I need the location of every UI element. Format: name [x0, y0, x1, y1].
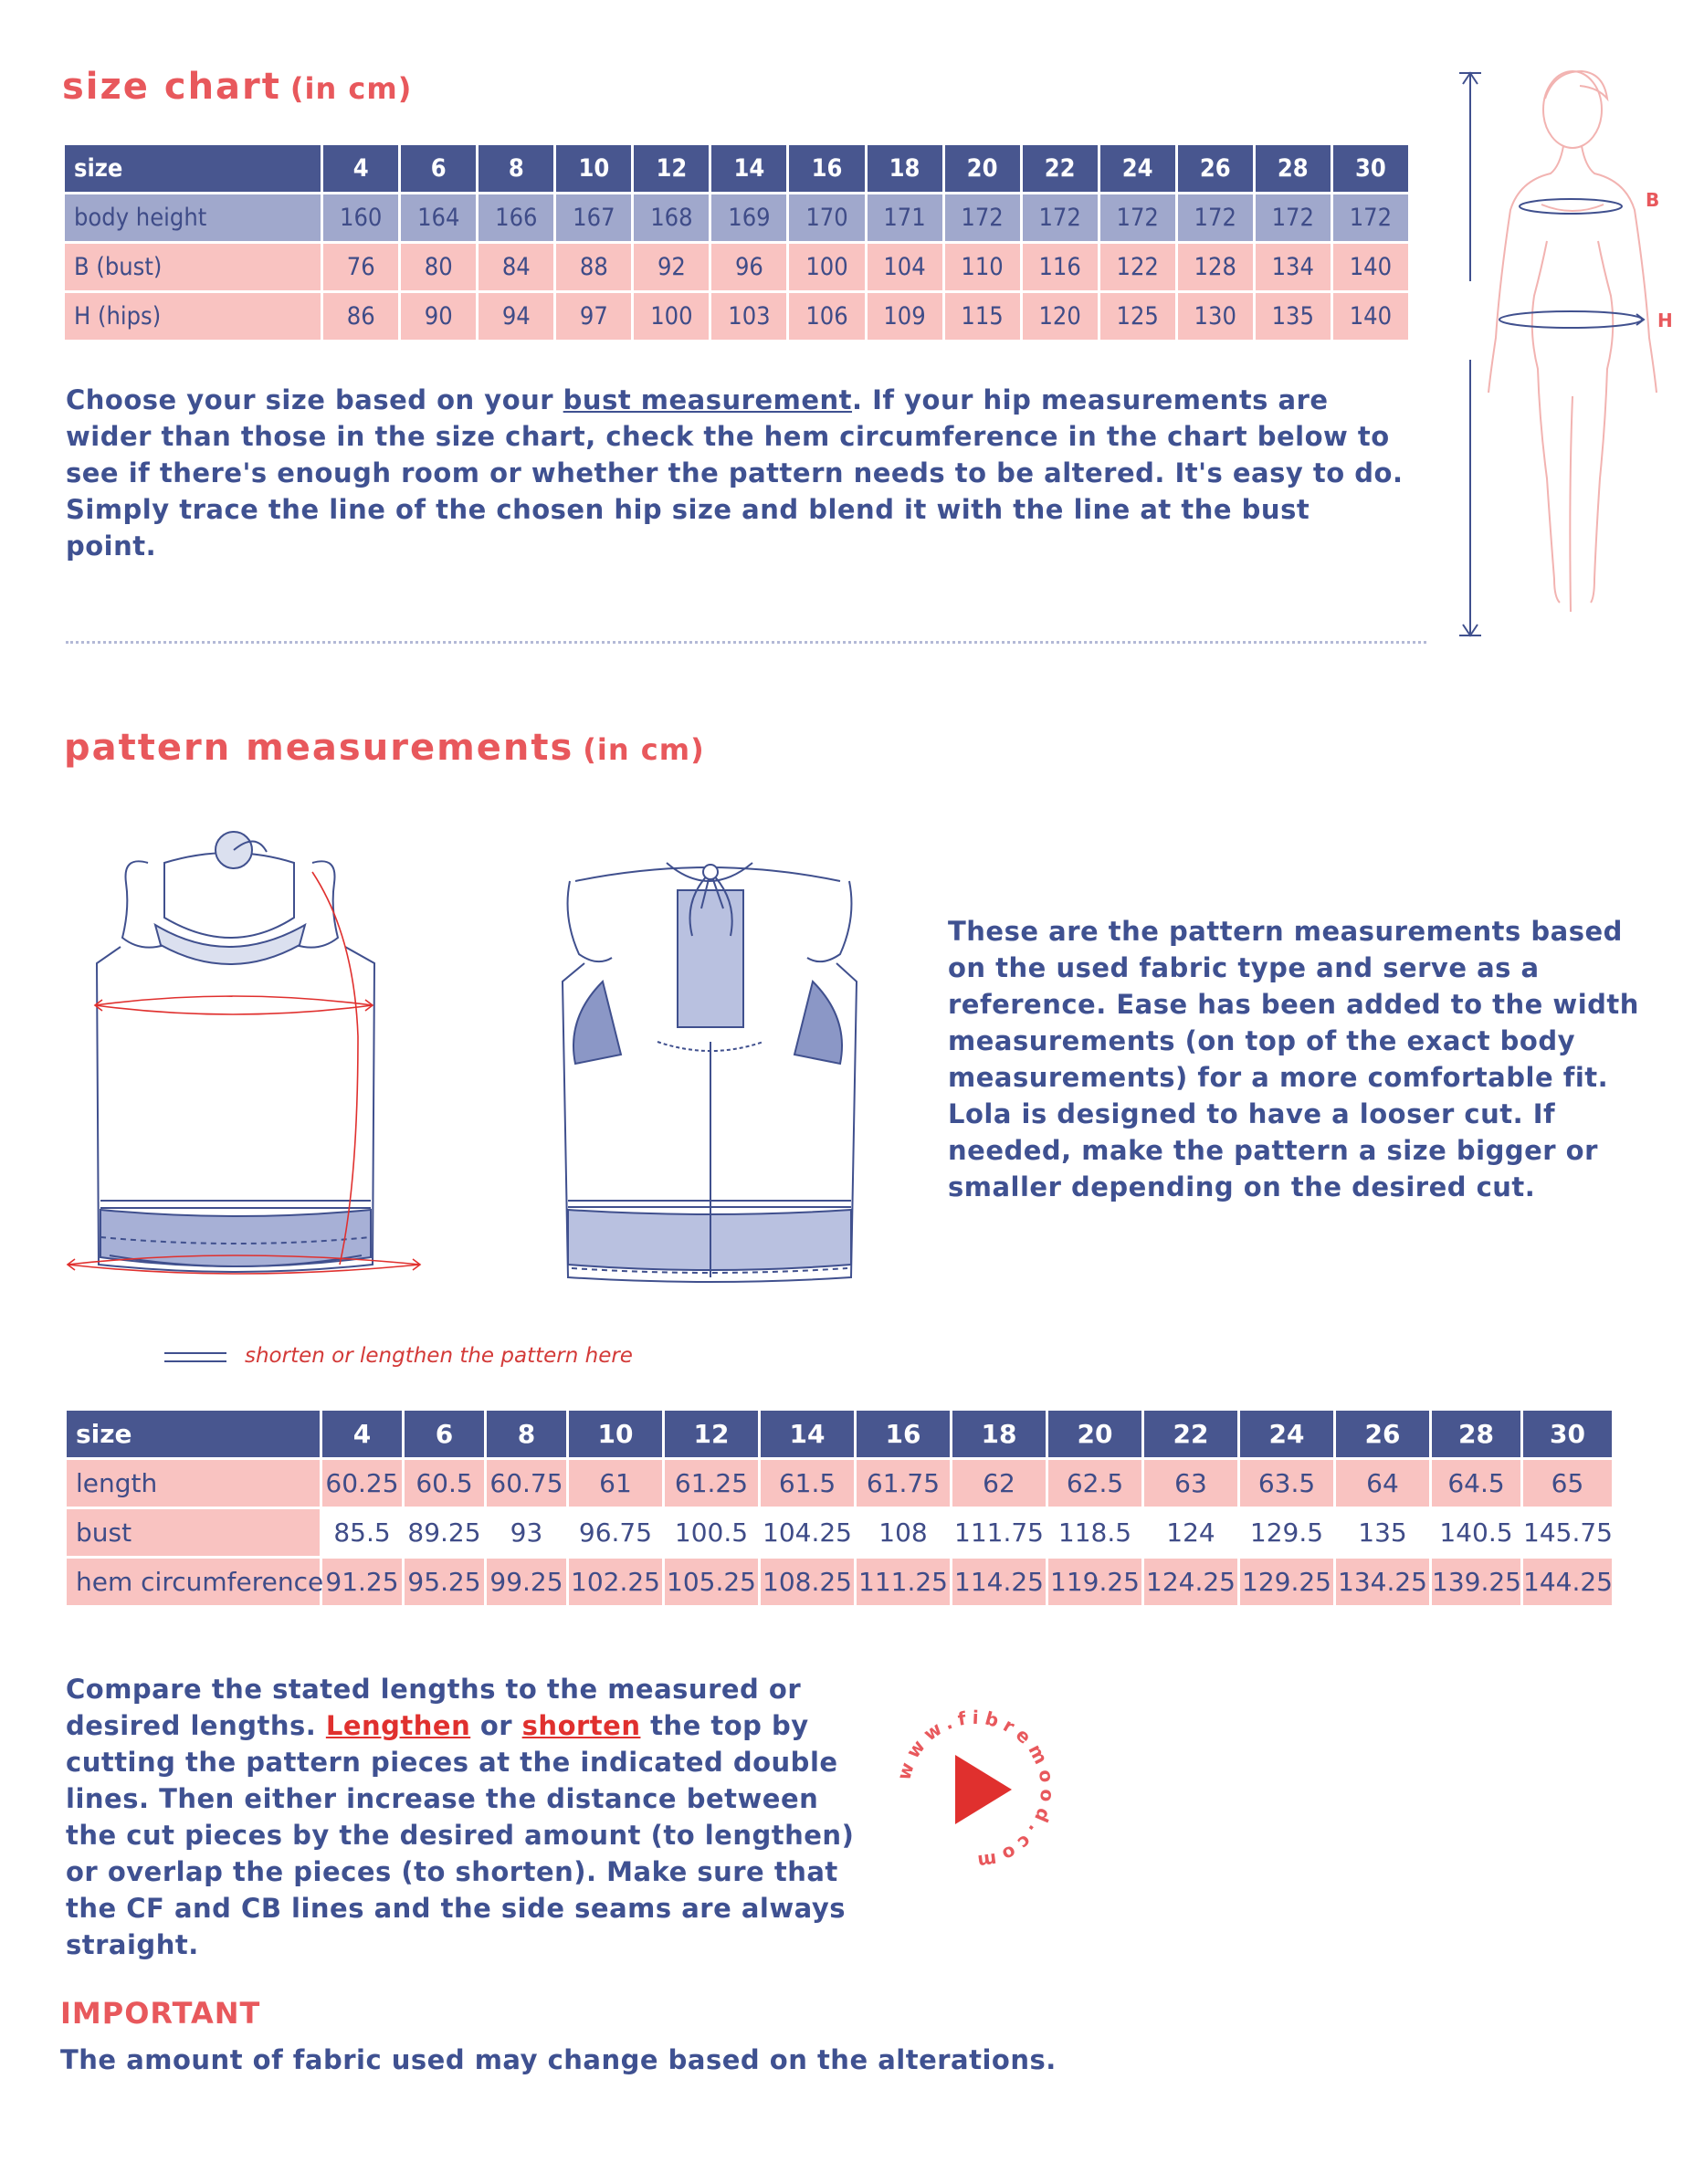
- important-text: The amount of fabric used may change based on the alterations.: [60, 2044, 1057, 2075]
- hip-line: [1499, 311, 1642, 328]
- pattern-measurements-unit: (in cm): [583, 732, 705, 767]
- size-chart-cell: 140: [1331, 292, 1409, 341]
- alteration-text-or: or: [470, 1710, 522, 1741]
- pattern-cell: 102.25: [568, 1558, 664, 1607]
- pattern-cell: 61.75: [856, 1459, 952, 1508]
- pattern-cell: 61.25: [664, 1459, 760, 1508]
- pattern-cell: 85.5: [321, 1508, 404, 1558]
- size-chart-cell: 109: [866, 292, 943, 341]
- size-chart-cell: 106: [788, 292, 866, 341]
- size-chart-row: [64, 292, 1410, 341]
- alteration-text-2: the top by cutting the pattern pieces at the indicated double lines. Then either increase the distance between the cut pieces by the desired amount (to lengthen) or overlap the pieces (to shorten). Make sure that the CF and CB lines and the side seams are always straight.: [66, 1710, 855, 1960]
- body-figure-illustration: [1434, 58, 1671, 652]
- size-chart-cell: 86: [322, 292, 400, 341]
- garment-back-illustration: [521, 826, 922, 1301]
- size-chart-header-size: 16: [788, 144, 866, 194]
- pattern-header-size: 12: [664, 1410, 760, 1459]
- size-chart-header-size: 10: [555, 144, 633, 194]
- size-chart-title: size chart: [62, 66, 281, 108]
- pattern-cell: 140.5: [1431, 1508, 1522, 1558]
- pattern-cell: 64.5: [1431, 1459, 1522, 1508]
- pattern-header-size: 4: [321, 1410, 404, 1459]
- pattern-cell: 129.5: [1239, 1508, 1335, 1558]
- pattern-row: [66, 1508, 1614, 1558]
- size-chart-row-label: body height: [64, 194, 322, 243]
- size-chart-cell: 96: [710, 243, 788, 292]
- size-chart-cell: 172: [1176, 194, 1254, 243]
- size-chart-cell: 128: [1176, 243, 1254, 292]
- pattern-row: [66, 1558, 1614, 1607]
- size-chart-header-row: [64, 144, 1410, 194]
- size-chart-row: [64, 243, 1410, 292]
- pattern-header-size: 22: [1143, 1410, 1239, 1459]
- section-divider: [66, 641, 1426, 644]
- size-chart-cell: 122: [1099, 243, 1176, 292]
- shorten-link[interactable]: shorten: [521, 1710, 641, 1741]
- pattern-header-size: 24: [1239, 1410, 1335, 1459]
- pattern-cell: 135: [1335, 1508, 1431, 1558]
- size-chart-cell: 135: [1254, 292, 1331, 341]
- size-chart-cell: 164: [400, 194, 478, 243]
- pattern-cell: 118.5: [1047, 1508, 1143, 1558]
- size-chart-row-label: H (hips): [64, 292, 322, 341]
- bust-label: B: [1646, 189, 1660, 211]
- size-chart-row-label: B (bust): [64, 243, 322, 292]
- pattern-cell: 134.25: [1335, 1558, 1431, 1607]
- pattern-header-size: 30: [1522, 1410, 1614, 1459]
- pattern-cell: 108: [856, 1508, 952, 1558]
- pattern-cell: 100.5: [664, 1508, 760, 1558]
- pattern-header-size: 10: [568, 1410, 664, 1459]
- size-chart-header-size: 22: [1021, 144, 1099, 194]
- pattern-header-size: 6: [404, 1410, 486, 1459]
- fibremood-video-badge[interactable]: [884, 1698, 1067, 1881]
- size-chart-cell: 172: [943, 194, 1021, 243]
- size-chart-cell: 120: [1021, 292, 1099, 341]
- size-chart-cell: 171: [866, 194, 943, 243]
- size-chart-header-size: 30: [1331, 144, 1409, 194]
- size-chart-header-size: 4: [322, 144, 400, 194]
- size-chart-cell: 169: [710, 194, 788, 243]
- pattern-cell: 99.25: [486, 1558, 568, 1607]
- size-chart-cell: 92: [633, 243, 710, 292]
- size-chart-header-size: 24: [1099, 144, 1176, 194]
- size-chart-header-size: 8: [478, 144, 555, 194]
- pattern-cell: 61.5: [760, 1459, 856, 1508]
- pattern-header-row: [66, 1410, 1614, 1459]
- size-chart-cell: 172: [1021, 194, 1099, 243]
- play-icon[interactable]: [955, 1755, 1012, 1824]
- pattern-cell: 60.25: [321, 1459, 404, 1508]
- size-chart-header-size: 26: [1176, 144, 1254, 194]
- intro-text-2: . If your hip measurements are wider than those in the size chart, check the hem circumference in the chart below to see if there's enough room or whether the pattern needs to be altered. It's easy to do. Simply trace the line of the chosen hip size and blend it with the line at the bust point.: [66, 384, 1404, 562]
- size-chart-heading: [62, 66, 412, 108]
- pattern-cell: 111.75: [952, 1508, 1047, 1558]
- pattern-cell: 63.5: [1239, 1459, 1335, 1508]
- pattern-cell: 95.25: [404, 1558, 486, 1607]
- pattern-cell: 63: [1143, 1459, 1239, 1508]
- size-chart-header-size: 14: [710, 144, 788, 194]
- legend-text: shorten or lengthen the pattern here: [245, 1344, 633, 1368]
- pattern-cell: 108.25: [760, 1558, 856, 1607]
- pattern-cell: 129.25: [1239, 1558, 1335, 1607]
- size-chart-cell: 76: [322, 243, 400, 292]
- pattern-cell: 124.25: [1143, 1558, 1239, 1607]
- size-chart-header-size: 6: [400, 144, 478, 194]
- size-chart-cell: 140: [1331, 243, 1409, 292]
- pattern-row-label: length: [66, 1459, 321, 1508]
- alteration-instructions: [66, 1671, 869, 1963]
- pattern-cell: 104.25: [760, 1508, 856, 1558]
- pattern-header-size: 8: [486, 1410, 568, 1459]
- pattern-cell: 65: [1522, 1459, 1614, 1508]
- size-chart-header-size: 28: [1254, 144, 1331, 194]
- size-chart-cell: 100: [788, 243, 866, 292]
- size-chart-cell: 84: [478, 243, 555, 292]
- pattern-header-size: 26: [1335, 1410, 1431, 1459]
- size-chart-table: [62, 142, 1411, 342]
- pattern-header-size: 14: [760, 1410, 856, 1459]
- size-chart-cell: 172: [1331, 194, 1409, 243]
- size-chart-intro: [66, 382, 1408, 564]
- pattern-measurements-heading: [64, 727, 705, 769]
- size-chart-cell: 100: [633, 292, 710, 341]
- size-chart-cell: 160: [322, 194, 400, 243]
- pattern-measurements-title: pattern measurements: [64, 727, 574, 769]
- pattern-cell: 111.25: [856, 1558, 952, 1607]
- pattern-measurements-table: [64, 1408, 1615, 1608]
- intro-text-1: Choose your size based on your: [66, 384, 563, 415]
- important-heading: IMPORTANT: [60, 1996, 261, 2031]
- pattern-cell: 144.25: [1522, 1558, 1614, 1607]
- size-chart-cell: 116: [1021, 243, 1099, 292]
- pattern-header-size: 28: [1431, 1410, 1522, 1459]
- pattern-cell: 105.25: [664, 1558, 760, 1607]
- pattern-cell: 114.25: [952, 1558, 1047, 1607]
- size-chart-cell: 88: [555, 243, 633, 292]
- badge-url-text: www.fibremood.com: [892, 1706, 1059, 1874]
- size-chart-cell: 168: [633, 194, 710, 243]
- size-chart-header-size: 12: [633, 144, 710, 194]
- size-chart-cell: 172: [1254, 194, 1331, 243]
- lengthen-link[interactable]: Lengthen: [325, 1710, 471, 1741]
- size-chart-cell: 167: [555, 194, 633, 243]
- pattern-header-size: 20: [1047, 1410, 1143, 1459]
- pattern-cell: 61: [568, 1459, 664, 1508]
- garment-front-illustration: [55, 826, 457, 1301]
- pattern-cell: 62: [952, 1459, 1047, 1508]
- pattern-cell: 124: [1143, 1508, 1239, 1558]
- size-chart-header-size: 18: [866, 144, 943, 194]
- pattern-cell: 145.75: [1522, 1508, 1614, 1558]
- alteration-text-1: Compare the stated lengths to the measured or desired lengths.: [66, 1674, 802, 1741]
- size-chart-cell: 172: [1099, 194, 1176, 243]
- size-chart-cell: 97: [555, 292, 633, 341]
- size-chart-cell: 94: [478, 292, 555, 341]
- size-chart-cell: 170: [788, 194, 866, 243]
- size-chart-cell: 166: [478, 194, 555, 243]
- size-chart-unit: (in cm): [289, 71, 413, 106]
- size-chart-header-label: size: [64, 144, 322, 194]
- pattern-cell: 62.5: [1047, 1459, 1143, 1508]
- size-chart-row: [64, 194, 1410, 243]
- size-chart-cell: 110: [943, 243, 1021, 292]
- size-chart-header-size: 20: [943, 144, 1021, 194]
- pattern-header-size: 18: [952, 1410, 1047, 1459]
- size-chart-cell: 103: [710, 292, 788, 341]
- pattern-cell: 64: [1335, 1459, 1431, 1508]
- pattern-row: [66, 1459, 1614, 1508]
- pattern-cell: 60.5: [404, 1459, 486, 1508]
- pattern-cell: 119.25: [1047, 1558, 1143, 1607]
- pattern-cell: 91.25: [321, 1558, 404, 1607]
- pattern-cell: 96.75: [568, 1508, 664, 1558]
- woman-silhouette: [1488, 71, 1660, 612]
- pattern-row-label: bust: [66, 1508, 321, 1558]
- size-chart-cell: 104: [866, 243, 943, 292]
- size-chart-cell: 125: [1099, 292, 1176, 341]
- pattern-header-label: size: [66, 1410, 321, 1459]
- pattern-header-size: 16: [856, 1410, 952, 1459]
- bust-measurement-link[interactable]: bust measurement: [563, 384, 853, 415]
- size-chart-cell: 134: [1254, 243, 1331, 292]
- size-chart-cell: 80: [400, 243, 478, 292]
- hips-label: H: [1657, 310, 1673, 331]
- pattern-row-label: hem circumference: [66, 1558, 321, 1607]
- pattern-cell: 93: [486, 1508, 568, 1558]
- pattern-cell: 139.25: [1431, 1558, 1522, 1607]
- pattern-cell: 60.75: [486, 1459, 568, 1508]
- pattern-description: These are the pattern measurements based on the used fabric type and serve as a reference. Ease has been added to the width measurements (on top of the exact body measurements) for a more comfortable fit. Lola is designed to have a looser cut. If needed, make the pattern a size bigger or smaller depending on the desired cut.: [948, 916, 1639, 1202]
- shorten-lengthen-double-line-icon: [163, 1349, 228, 1367]
- size-chart-cell: 90: [400, 292, 478, 341]
- pattern-cell: 89.25: [404, 1508, 486, 1558]
- size-chart-cell: 115: [943, 292, 1021, 341]
- size-chart-cell: 130: [1176, 292, 1254, 341]
